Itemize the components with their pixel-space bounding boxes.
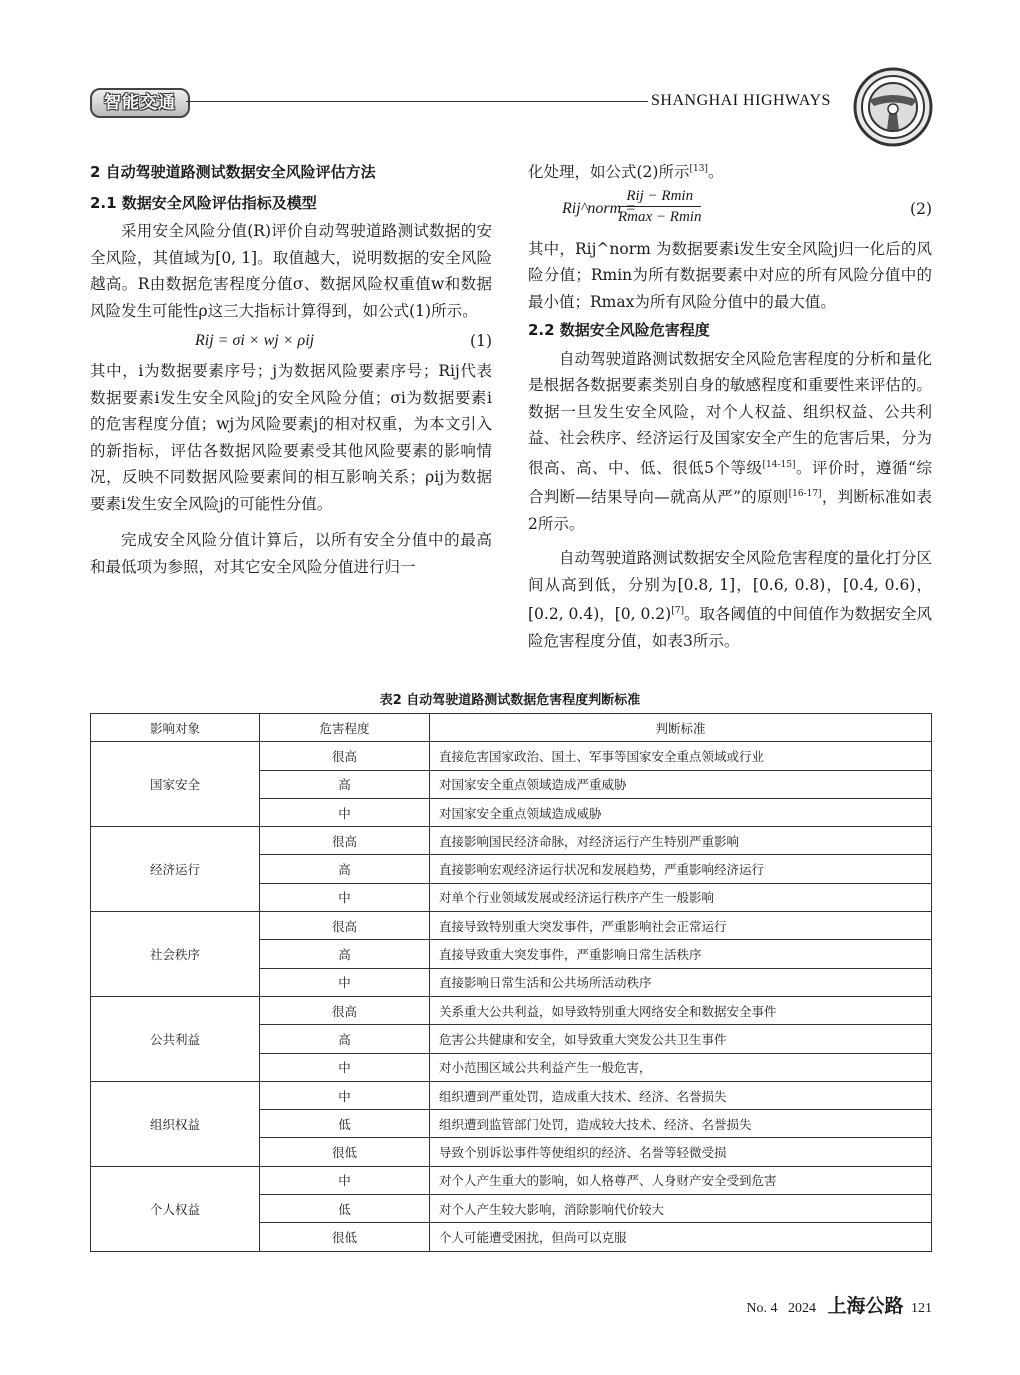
paragraph: 完成安全风险分值计算后，以所有安全分值中的最高和最低项为参照，对其它安全风险分值进行归一: [90, 531, 492, 576]
subsection-title-2-1: 2.1 数据安全风险评估指标及模型: [90, 193, 317, 212]
citation: [13]: [689, 164, 708, 174]
equation-1: [90, 324, 492, 358]
criterion-cell: 直接影响国民经济命脉，对经济运行产生特别严重影响: [430, 827, 932, 855]
criterion-cell: 对小范围区域公共利益产生一般危害，: [430, 1053, 932, 1081]
criterion-cell: 导致个别诉讼事件等使组织的经济、名誉等轻微受损: [430, 1138, 932, 1166]
paragraph: 自动驾驶道路测试数据安全风险危害程度的量化打分区间从高到低，分别为[0.8, 1]，[0.6, 0.8)，[0.4, 0.6)，[0.2, 0.4)，[0, 0.2)[7]。取各阈值的中间值作为数据安全风险危害程度分值，如表3所示。: [528, 549, 932, 651]
criterion-cell: 对单个行业领域发展或经济运行秩序产生一般影响: [430, 883, 932, 911]
equation-2-numerator: Rij − Rmin: [618, 186, 701, 207]
criteria-table: [90, 713, 932, 1252]
harm-level-cell: 中: [260, 968, 430, 996]
criterion-cell: 对国家安全重点领域造成威胁: [430, 798, 932, 826]
header-rule: [186, 101, 648, 102]
column-header: 影响对象: [91, 714, 260, 742]
paragraph: 其中，i为数据要素序号；j为数据风险要素序号；Rij代表数据要素i发生安全风险j的安全风险分值；σi为数据要素i的危害程度分值；wj为风险要素j的相对权重，为本文引入的新指标，评估各数据风险要素受其他风险要素的影响情况，反映不同数据风险要素间的相互影响关系；ρij为数据要素i发生安全风险j的可能性分值。: [90, 362, 492, 513]
table-header-row: [91, 714, 932, 742]
citation: [7]: [671, 606, 684, 617]
impact-object-cell: 国家安全: [91, 742, 260, 827]
criterion-cell: 直接危害国家政治、国土、军事等国家安全重点领域或行业: [430, 742, 932, 770]
criterion-cell: 对国家安全重点领域造成严重威胁: [430, 770, 932, 798]
harm-level-cell: 高: [260, 1025, 430, 1053]
equation-2: [528, 186, 932, 236]
equation-2-denominator: Rmax − Rmin: [618, 208, 702, 225]
citation: [16-17]: [788, 489, 822, 500]
equation-2-number: (2): [910, 199, 932, 218]
equation-2-fraction: [618, 186, 701, 227]
harm-level-cell: 中: [260, 883, 430, 911]
criterion-cell: 直接影响日常生活和公共场所活动秩序: [430, 968, 932, 996]
criterion-cell: 对个人产生重大的影响，如人格尊严、人身财产安全受到危害: [430, 1166, 932, 1194]
table-row: [91, 996, 932, 1024]
paragraph: 其中，Rij^norm 为数据要素i发生安全风险j归一化后的风险分值；Rmin为所有数据要素中对应的所有风险分值中的最小值；Rmax为所有风险分值中的最大值。: [528, 239, 932, 311]
harm-level-cell: 低: [260, 1195, 430, 1223]
harm-level-cell: 很低: [260, 1223, 430, 1251]
right-column: [528, 156, 932, 655]
paragraph: 采用安全风险分值(R)评价自动驾驶道路测试数据的安全风险，其值域为[0, 1]。取值越大，说明数据的安全风险越高。R由数据危害程度分值σ、数据风险权重值w和数据风险发生可能性ρ这三大指标计算得到，如公式(1)所示。: [90, 222, 492, 320]
table-row: [91, 1081, 932, 1109]
issue-year: 2024: [787, 1301, 816, 1316]
citation: [14-15]: [762, 459, 796, 470]
equation-2-lhs: Rij^norm =: [562, 199, 636, 217]
criterion-cell: 对个人产生较大影响，消除影响代价较大: [430, 1195, 932, 1223]
harm-level-cell: 很高: [260, 742, 430, 770]
issue-number: No. 4: [746, 1301, 778, 1316]
paragraph: 化处理，如公式(2)所示[13]。: [528, 163, 724, 182]
harm-level-cell: 低: [260, 1110, 430, 1138]
impact-object-cell: 个人权益: [91, 1166, 260, 1251]
impact-object-cell: 组织权益: [91, 1081, 260, 1166]
paragraph: 自动驾驶道路测试数据安全风险危害程度的分析和量化是根据各数据要素类别自身的敏感程度和重要性来评估的。数据一旦发生安全风险，对个人权益、组织权益、公共利益、社会秩序、经济运行及国家安全产生的危害后果，分为很高、高、中、低、很低5个等级[14-15]。评价时，遵循“综合判断—结果导向—就高从严”的原则[16-17]，判断标准如表2所示。: [528, 349, 932, 533]
harm-level-cell: 中: [260, 1081, 430, 1109]
impact-object-cell: 公共利益: [91, 996, 260, 1081]
table-row: [91, 742, 932, 770]
criterion-cell: 直接影响宏观经济运行状况和发展趋势，严重影响经济运行: [430, 855, 932, 883]
criterion-cell: 组织遭到监管部门处罚，造成较大技术、经济、名誉损失: [430, 1110, 932, 1138]
table-row: [91, 1166, 932, 1194]
harm-level-cell: 很高: [260, 996, 430, 1024]
criterion-cell: 直接导致重大突发事件，严重影响日常生活秩序: [430, 940, 932, 968]
impact-object-cell: 社会秩序: [91, 912, 260, 997]
page-number: 121: [911, 1301, 932, 1316]
criterion-cell: 个人可能遭受困扰，但尚可以克服: [430, 1223, 932, 1251]
harm-level-cell: 高: [260, 940, 430, 968]
criterion-cell: 关系重大公共利益，如导致特别重大网络安全和数据安全事件: [430, 996, 932, 1024]
column-header: 判断标准: [430, 714, 932, 742]
page-footer: [746, 1291, 932, 1318]
table-caption: 表2 自动驾驶道路测试数据危害程度判断标准: [379, 693, 641, 708]
harm-level-cell: 中: [260, 1166, 430, 1194]
subsection-title-2-2: 2.2 数据安全风险危害程度: [528, 321, 710, 340]
left-column: [90, 156, 492, 580]
journal-brand: 上海公路: [827, 1295, 904, 1317]
journal-title: SHANGHAI HIGHWAYS: [651, 92, 831, 109]
section-title: 2 自动驾驶道路测试数据安全风险评估方法: [90, 163, 376, 181]
equation-1-number: (1): [470, 332, 492, 350]
impact-object-cell: 经济运行: [91, 827, 260, 912]
table-row: [91, 827, 932, 855]
harm-level-cell: 很低: [260, 1138, 430, 1166]
criterion-cell: 组织遭到严重处罚，造成重大技术、经济、名誉损失: [430, 1081, 932, 1109]
equation-1-body: Rij = σi × wj × ρij: [195, 332, 315, 349]
harm-level-cell: 中: [260, 1053, 430, 1081]
criterion-cell: 直接导致特别重大突发事件，严重影响社会正常运行: [430, 912, 932, 940]
harm-level-cell: 很高: [260, 827, 430, 855]
harm-level-cell: 高: [260, 770, 430, 798]
column-header: 危害程度: [260, 714, 430, 742]
table-row: [91, 912, 932, 940]
journal-logo-icon: [852, 66, 934, 148]
harm-level-cell: 很高: [260, 912, 430, 940]
harm-level-cell: 高: [260, 855, 430, 883]
harm-level-cell: 中: [260, 798, 430, 826]
journal-badge: 智能交通: [90, 88, 190, 118]
criterion-cell: 危害公共健康和安全，如导致重大突发公共卫生事件: [430, 1025, 932, 1053]
